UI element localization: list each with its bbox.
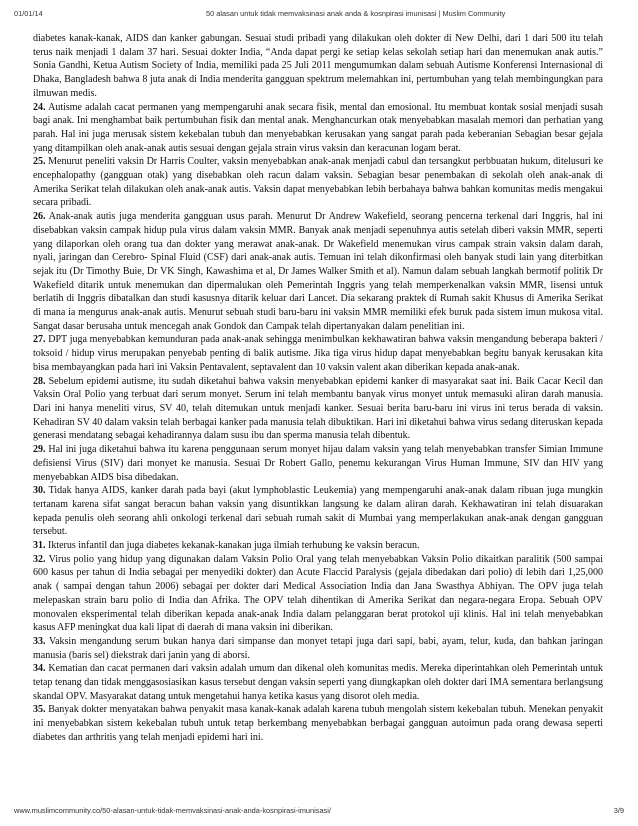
item-text: Tidak hanya AIDS, kanker darah pada bayi (akut lymphoblastic Leukemia) yang mempengaruhi anak-anak dalam ribuan juga mungkin tertanam karena sifat sangat beracun bahan vaksin yang disuntikkan langsung ke dalam aliran darah. Kekhawatiran ini telah disuarakan kepada penulis oleh seorang ahli onkologi terkenal dari sebuah rumah sakit di Mumbai yang memperlakukan anak-anak dengan gangguan tersebut.	[33, 485, 603, 538]
list-item	[33, 635, 603, 662]
item-text: DPT juga menyebabkan kemunduran pada anak-anak sehingga menimbulkan kekhawatiran bahwa vaksin mengandung beberapa bakteri / toksoid / hidup virus merupakan penyebab penting di balik autisme. Jika tiga virus hidup dapat menyebabkan begitu banyak kerusakan kita bisa membayangkan pada hari ini Vaksin Pentavalent, septavalent dan 10 vaksin valent akan diberikan kepada anak-anak.	[33, 334, 604, 373]
list-item	[33, 210, 603, 333]
list-item	[33, 155, 603, 210]
page-header	[14, 9, 624, 23]
list-item	[33, 539, 603, 553]
item-text: Sebelum epidemi autisme, itu sudah diketahui bahwa vaksin menyebabkan epidemi kanker di masyarakat saat ini. Baik Cacar Kecil dan Vaksin Oral Polio yang terbuat dari serum monyet. Serum ini telah membantu banyak virus monyet untuk memasuki aliran darah manusia. Dari ini hanya meneliti virus, SV 40, telah ditemukan untuk menjadi kanker. Sesuai berita baru-baru ini virus ini terus berada di vaksin. Kehadiran SV 40 dalam vaksin telah berbagai kanker pada manusia telah dibuktikan. Hari ini diketahui bahwa virus sedang diteruskan kepada generasi mendatang sebagai kehadirannya dalam susu ibu dan sperma manusia telah dibentuk.	[33, 375, 604, 442]
item-text: Virus polio yang hidup yang digunakan dalam Vaksin Polio Oral yang telah menyebabkan Vaksin Polio dikaitkan paralitik (500 sampai 600 kasus per tahun di India sebagai per menyediki dokter) dan Acute Flaccid Paralysis (gejala dibedakan dari polio) di lebih dari 1,25,000 anak ( sampai dengan tahun 2006) sebagai per dokter dari Medical Association India dan Jana Swasthya Abhiyan. The OPV juga telah melepaskan strain baru polio di India dan Afrika. The OPV telah dihentikan di Amerika Serikat dan negara-negara Eropa. Sebuah OPV monovalen eksperimental telah diberikan kepada anak-anak India dalam pelanggaran berat protokol uji klinis. Hal ini telah menyebabkan kasus AFP meningkat dua kali lipat di daerah di mana vaksin ini diberikan.	[33, 553, 603, 634]
item-number: 35.	[33, 704, 46, 716]
item-text: Autisme adalah cacat permanen yang mempengaruhi anak secara fisik, mental dan emosional. Itu membuat kontak sosial menjadi susah bagi anak. Ini menghambat baik pertumbuhan fisik dan mental anak. Menghancurkan otak menyebabkan masalah memori dan perhatian yang parah. Hal ini juga merusak sistem kekebalan tubuh dan menyebabkan kerusakan yang sangat parah pada keberanian Sebagian besar gejala yang ditampilkan oleh anak-anak autis sesuai dengan gejala strain virus vaksin dan keracunan logam berat.	[33, 101, 603, 154]
item-text: Banyak dokter menyatakan bahwa penyakit masa kanak-kanak adalah karena tubuh mengolah sistem kekebalan tubuh. Menekan penyakit ini menyebabkan sistem kekebalan tubuh untuk tetap berkembang menyebabkan berbagai gangguan autoimun pada orang dewasa seperti diabetes dan arthritis yang telah menjadi epidemi hari ini.	[33, 704, 603, 743]
item-number: 34.	[33, 663, 46, 675]
list-item	[33, 443, 603, 484]
item-number: 32.	[33, 553, 46, 565]
item-number: 24.	[33, 101, 46, 113]
item-number: 27.	[33, 334, 46, 346]
item-text: Vaksin mengandung serum bukan hanya dari simpanse dan monyet tetapi juga dari sapi, babi, ayam, telur, kuda, dan bahkan jaringan manusia (baris sel) diekstrak dari janin yang di aborsi.	[33, 635, 603, 661]
item-number: 28.	[33, 375, 46, 387]
page-url-link[interactable]: www.muslimcommunity.co/50-alasan-untuk-tidak-memvaksinasi-anak-anda-kosnpirasi-imunisasi/	[14, 806, 331, 815]
list-item	[33, 553, 603, 635]
page-title: 50 alasan untuk tidak memvaksinasi anak anda & kosnpirasi imunisasi | Muslim Community	[206, 9, 506, 18]
list-item	[33, 703, 603, 744]
list-item	[33, 662, 603, 703]
item-number: 29.	[33, 444, 46, 456]
item-text: Menurut peneliti vaksin Dr Harris Coulter, vaksin menyebabkan anak-anak menjadi cabul dan tersangkut perbbuatan hukum, ditelusuri ke encephalopathy (gangguan otak) yang disebabkan oleh racun dalam vaksin. Sebagian besar penembakan di sekolah oleh anak-anak di Amerika Serikat telah dilakukan oleh anak-anak autis. Vaksin dapat menyebabkan lebih berbahaya bahwa bahkan komunitas medis mengakui secara pribadi.	[33, 156, 604, 209]
list-item	[33, 375, 603, 444]
item-text: Hal ini juga diketahui bahwa itu karena penggunaan serum monyet hijau dalam vaksin yang telah menyebabkan transfer Simian Immune defisiensi Virus (SIV) dari monyet ke manusia. Sesuai Dr Robert Gallo, penemu kekurangan Virus Human Immune, SIV dan HIV yang menyebabkan AIDS bisa dibedakan.	[33, 444, 603, 483]
list-item	[33, 101, 603, 156]
print-date: 01/01/14	[14, 9, 43, 18]
item-text: Ikterus infantil dan juga diabetes kekanak-kanakan juga ilmiah terhubung ke vaksin beracun.	[48, 540, 420, 552]
item-number: 33.	[33, 635, 46, 647]
article-body	[33, 32, 603, 745]
list-item	[33, 333, 603, 374]
page-footer	[14, 806, 624, 818]
item-text: Anak-anak autis juga menderita gangguan usus parah. Menurut Dr Andrew Wakefield, seorang pencerna terkenal dari Inggris, hal ini disebabkan vaksin campak hidup pula virus dalam vaksin MMR. Banyak anak menjadi sepenuhnya autis setelah diberi vaksin MMR, seperti yang dilaporkan oleh orang tua dan dokter yang merawat anak-anak. Dr Wakefield menemukan virus campak strain vaksin dalam darah, nyali, jaringan dan Cerebro- Spinal Fluid (CSF) dari anak-anak autis. Temuan ini telah dikonfirmasi oleh banyak studi lain yang diterbitkan sejak itu (Dr Timothy Buie, Dr VK Singh, Kawashima et al, Dr James Walker Smith et al). Namun dalam sebuah langkah bermotif politik Dr Wakefield ditarik untuk menemukan dan dipermalukan oleh Pemerintah Inggris yang telah memperkenalkan vaksin MMR, lisensi untuk berlatih di Inggris dibatalkan dan studi kasusnya ditarik keluar dari Lancet. Dia sekarang praktek di Rumah sakit Khusus di Amerika Serikat di mana ia mengurus anak-anak autis. Menurut sebuah studi baru-baru ini vaksin MMR memiliki efek buruk pada sistem imun mukosa vital. Sangat dasar berusaha untuk mencegah anak Gondok dan Campak telah dipertanyakan dalam penelitian ini.	[33, 211, 603, 332]
item-number: 26.	[33, 211, 46, 223]
page-number: 3/9	[613, 806, 624, 815]
list-item	[33, 484, 603, 539]
item-number: 25.	[33, 156, 46, 168]
intro-paragraph: diabetes kanak-kanak, AIDS dan kanker gabungan. Sesuai studi pribadi yang dilakukan oleh dokter di New Delhi, dari 1 dari 500 itu telah terus naik menjadi 1 dalam 37 hari. Sesuai dokter India, “Anda dapat pergi ke setiap kelas sekolah setiap hari dan menemukan anak autis.” Sonia Gandhi, Ketua Autism Society of India, memiliki pada 25 Juli 2011 mengumumkan dalam sebuah Autisme Konferensi Internasional di Dhaka, Bangladesh bahwa 8 juta anak di India menderita gangguan spektrum melemahkan ini, pertumbuhan yang telah membingungkan para ilmuwan medis.	[33, 33, 603, 99]
item-number: 30.	[33, 485, 46, 497]
item-text: Kematian dan cacat permanen dari vaksin adalah umum dan dikenal oleh komunitas medis. Mereka diperintahkan oleh Pemerintah untuk tetap tenang dan tidak menggasosiasikan kasus tersebut dengan vaksin seperti yang diungkapkan oleh dokter dari IMA sementara berlangsung skandal OPV. Masyarakat datang untuk mengetahui hanya ketika kasus yang disorot oleh media.	[33, 663, 603, 702]
item-number: 31.	[33, 540, 46, 552]
